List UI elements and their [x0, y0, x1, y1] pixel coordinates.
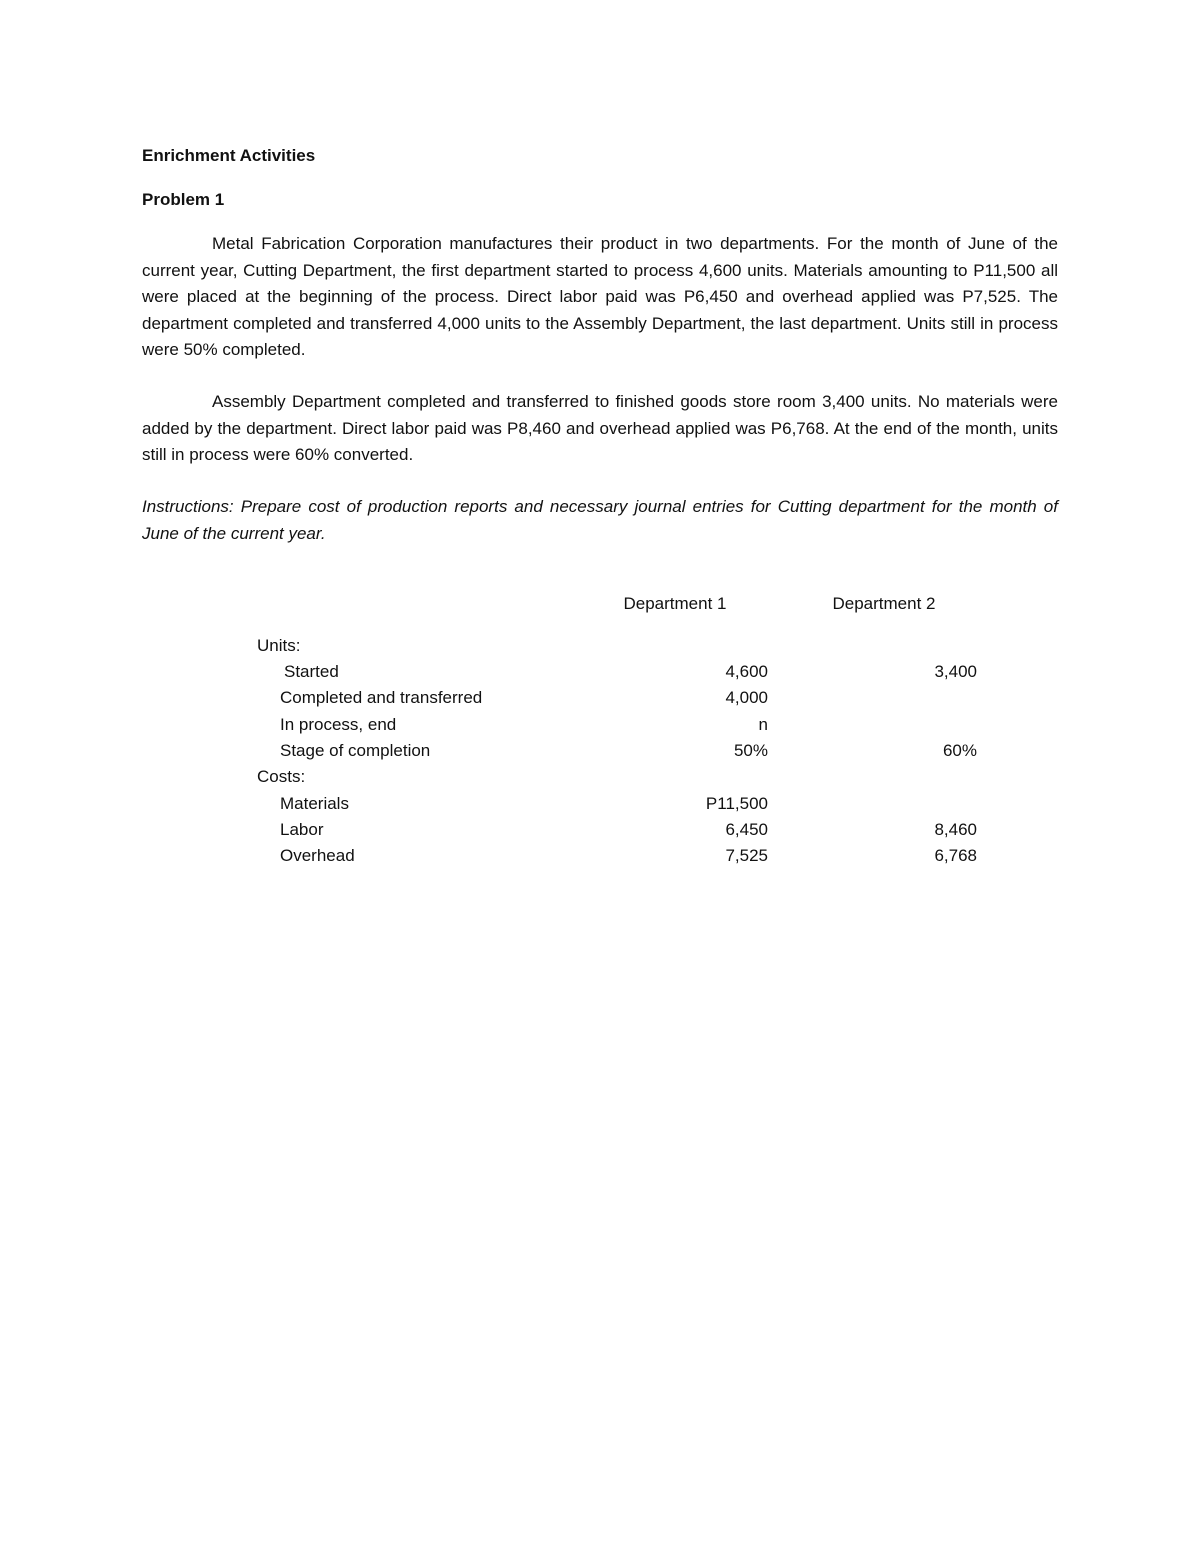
problem-title: Problem 1	[142, 190, 225, 209]
row-label: In process, end	[280, 715, 397, 734]
paragraph-cutting-department: Metal Fabrication Corporation manufactures their product in two departments. For the month of June of the current year, Cutting Department, the first department started to process 4,600 units. Materials amounting to P11,500 all were placed at the beginning of the process. Direct labor paid was P6,450 and overhead applied was P7,525. The department completed and transferred 4,000 units to the Assembly Department, the last department. Units still in process were 50% completed.	[142, 234, 1058, 360]
row-value-dept2: 3,400	[934, 662, 977, 681]
row-label: Labor	[280, 820, 324, 839]
row-value-dept1: P11,500	[705, 794, 768, 813]
row-label: Completed and transferred	[280, 688, 483, 707]
row-value-dept2: 8,460	[934, 820, 977, 839]
row-value-dept1: 7,525	[725, 846, 768, 865]
row-label: Overhead	[280, 846, 355, 865]
table-header-department-2: Department 2	[832, 594, 936, 613]
row-value-dept1: 50%	[733, 741, 768, 760]
instructions-text: Instructions: Prepare cost of production reports and necessary journal entries for Cutting department for the month of June of the current year.	[142, 497, 1058, 543]
row-label: Stage of completion	[280, 741, 431, 760]
section-title: Enrichment Activities	[142, 146, 316, 165]
units-section-label: Units:	[257, 636, 301, 655]
row-value-dept1: n	[758, 715, 768, 734]
row-label: Materials	[280, 794, 349, 813]
row-value-dept1: 6,450	[725, 820, 768, 839]
row-value-dept2: 6,768	[934, 846, 977, 865]
table-header-department-1: Department 1	[623, 594, 727, 613]
row-value-dept1: 4,600	[725, 662, 768, 681]
costs-section-label: Costs:	[257, 767, 306, 786]
row-label: Started	[284, 662, 339, 681]
paragraph-assembly-department: Assembly Department completed and transferred to finished goods store room 3,400 units. No materials were added by the department. Direct labor paid was P8,460 and overhead applied was P6,768. At the end of the month, units still in process were 60% converted.	[142, 392, 1058, 465]
row-value-dept2: 60%	[942, 741, 977, 760]
row-value-dept1: 4,000	[725, 688, 768, 707]
